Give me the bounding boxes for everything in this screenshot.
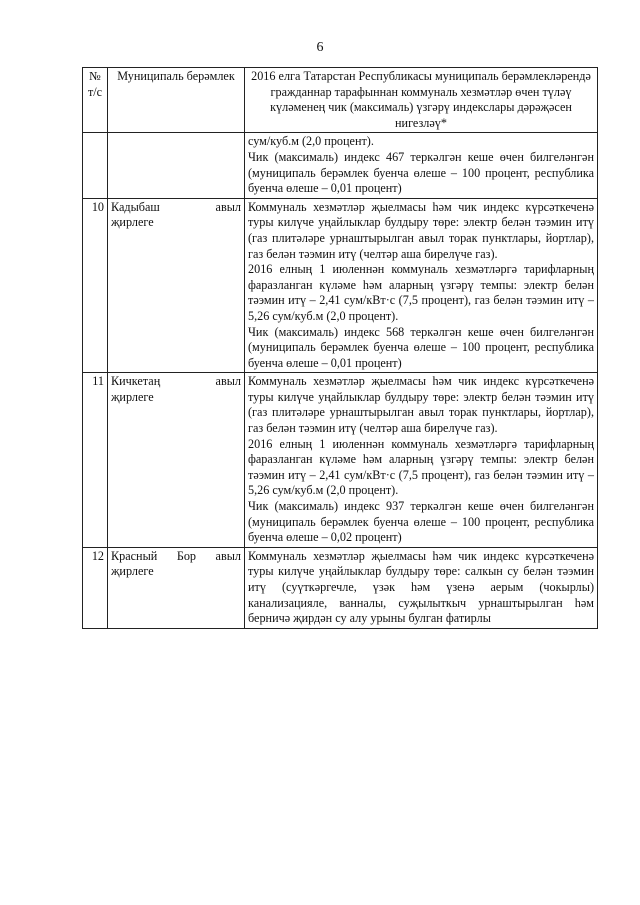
description-paragraph: Чик (максималь) индекс 568 теркәлгән кеше өчен билгеләнгән (муниципаль берәмлек буенча өлеше – 100 процент, республика буенча өлеше – 0,01 процент) <box>248 324 594 370</box>
row-number: 11 <box>83 373 108 548</box>
municipality-type: җирлеге <box>111 389 154 404</box>
header-description: 2016 елга Татарстан Республикасы муниципаль берәмлекләрендә гражданнар тарафыннан коммуналь хезмәтләр өчен түләү күләменең чик (максималь) үзгәрү индекслары дәрәҗәсен нигезләү* <box>245 68 598 133</box>
header-num: № т/с <box>83 68 108 133</box>
municipality-type: җирлеге <box>111 215 154 230</box>
cell-description <box>245 547 598 628</box>
header-municipality: Муниципаль берәмлек <box>108 68 245 133</box>
cell-num <box>83 133 108 198</box>
table-row <box>83 198 598 373</box>
cell-description <box>245 133 598 198</box>
page-number: 6 <box>316 40 324 55</box>
municipality-type: җирлеге <box>111 564 154 579</box>
municipality-name: Красный Бор авыл <box>111 548 241 563</box>
table-header-row <box>83 68 598 133</box>
municipality-name: Кичкетаң авыл <box>111 374 241 389</box>
row-number: 10 <box>83 198 108 373</box>
cell-municipality <box>108 373 245 548</box>
description-paragraph: сум/куб.м (2,0 процент). <box>248 134 374 149</box>
row-number: 12 <box>83 547 108 628</box>
description-paragraph: Коммуналь хезмәтләр җыелмасы һәм чик индекс күрсәткеченә туры килүче уңайлыклар булдыру төре: электр белән тәэмин итү (газ плитәләре урнаштырылган авыл торак пунктлары, йортлар), газ белән тәэмин итү (челтәр аша бирелүче газ). <box>248 199 594 261</box>
description-paragraph: 2016 елның 1 июленнән коммуналь хезмәтләргә тарифларның фаразланган күләме һәм аларның үзгәрү темпы: электр белән тәэмин итү – 2,41 сум/кВт·с (7,5 процент), газ белән тәэмин итү – 5,26 сум/куб.м (2,0 процент). <box>248 262 594 323</box>
municipality-name: Кадыбаш авыл <box>111 199 241 214</box>
cell-municipality <box>108 133 245 198</box>
description-paragraph: 2016 елның 1 июленнән коммуналь хезмәтләргә тарифларның фаразланган күләме һәм аларның үзгәрү темпы: электр белән тәэмин итү – 2,41 сум/кВт·с (7,5 процент), газ белән тәэмин итү – 5,26 сум/куб.м (2,0 процент). <box>248 436 594 498</box>
table-row <box>83 547 598 628</box>
cell-municipality <box>108 198 245 373</box>
description-paragraph: Коммуналь хезмәтләр җыелмасы һәм чик индекс күрсәткеченә туры килүче уңайлыклар булдыру төре: электр белән тәэмин итү (газ плитәләре урнаштырылган авыл торак пунктлары, йортлар), газ белән тәэмин итү (челтәр аша бирелүче газ). <box>248 374 594 436</box>
cell-description <box>245 198 598 373</box>
description-paragraph: Коммуналь хезмәтләр җыелмасы һәм чик индекс күрсәткеченә туры килүче уңайлыклар булдыру төре: салкын су белән тәэмин итү (суүткәргечле, үзәк һәм үзенә аерым (чокырлы) канализацияле, ванналы, суҗылыткыч урнаштырылган һәм берничә җирдән су алу урыны булган фатирлы <box>248 548 594 626</box>
tariff-table <box>82 67 598 629</box>
description-paragraph: Чик (максималь) индекс 467 теркәлгән кеше өчен билгеләнгән (муниципаль берәмлек буенча өлеше – 100 процент, республика буенча өлеше – 0,01 процент) <box>248 149 594 196</box>
cell-municipality <box>108 547 245 628</box>
cell-description <box>245 373 598 548</box>
table-row <box>83 373 598 548</box>
description-paragraph: Чик (максималь) индекс 937 теркәлгән кеше өчен билгеләнгән (муниципаль берәмлек буенча өлеше – 100 процент, республика буенча өлеше – 0,02 процент) <box>248 499 594 545</box>
table-row-continuation <box>83 133 598 198</box>
